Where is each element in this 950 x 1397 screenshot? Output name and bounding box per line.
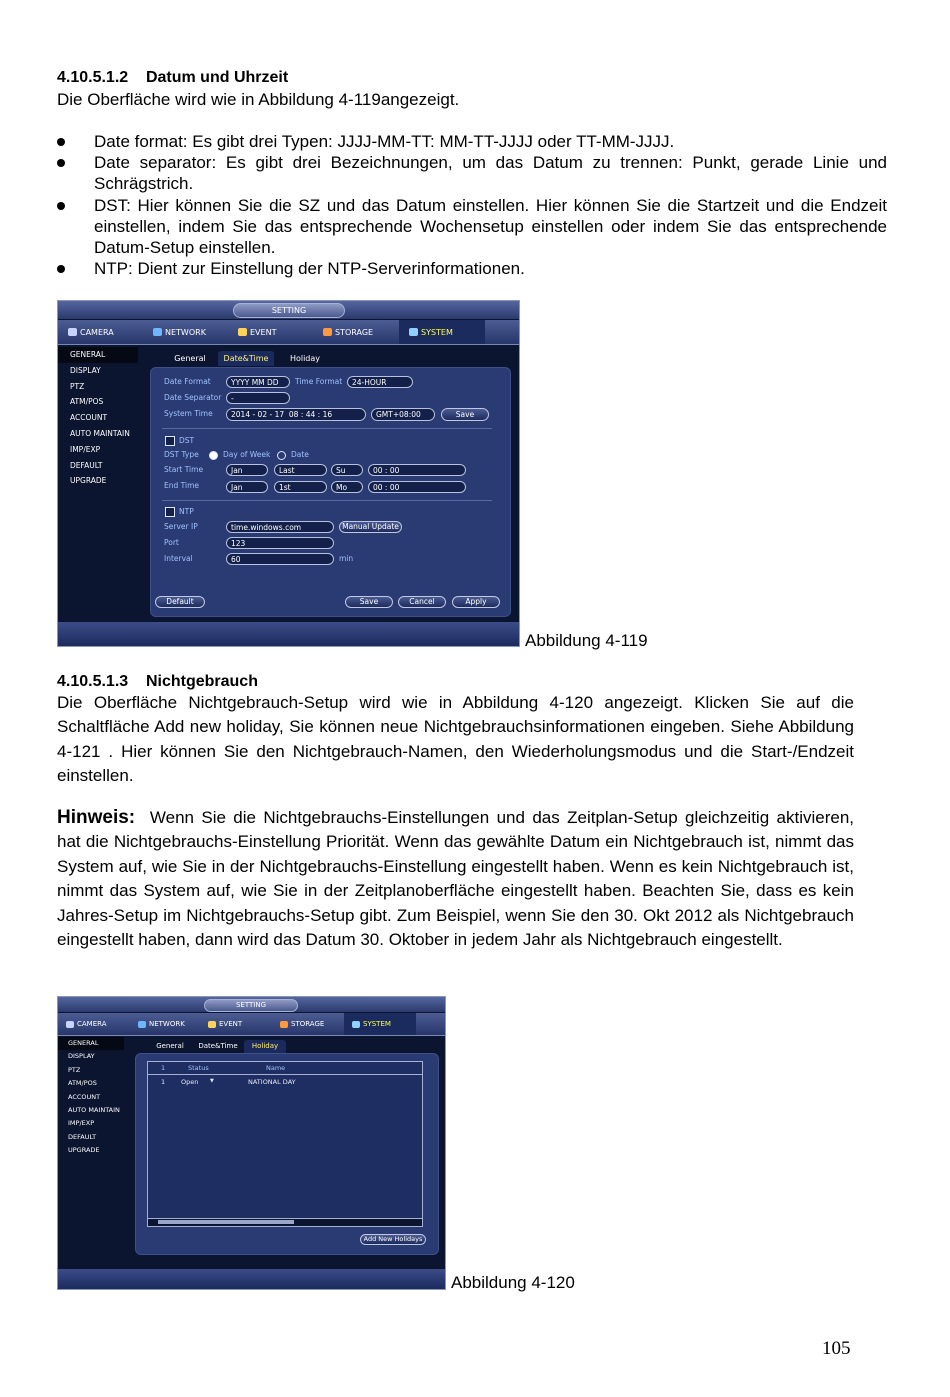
- manual-update-button[interactable]: Manual Update: [339, 521, 402, 533]
- col-name-header: Name: [266, 1064, 286, 1072]
- setting-title: SETTING: [204, 999, 298, 1012]
- sidebar-item-impexp[interactable]: IMP/EXP: [68, 1119, 95, 1128]
- bullet-dot: [57, 159, 65, 167]
- section-heading-datetime: [57, 69, 288, 87]
- dst-type-date-label: Date: [291, 450, 309, 459]
- dst-checkbox[interactable]: [165, 436, 175, 446]
- sidebar: [58, 347, 138, 489]
- table-row[interactable]: [148, 1076, 422, 1088]
- end-month-select[interactable]: Jan: [226, 481, 268, 493]
- end-day-select[interactable]: Mo: [331, 481, 363, 493]
- bottom-bar: [58, 1269, 445, 1289]
- sidebar: [58, 1037, 124, 1158]
- holiday-paragraph: Die Oberfläche Nichtgebrauch-Setup wird wie in Abbildung 4-120 angezeigt. Klicken Sie auf die Schaltfläche Add new holiday, Sie können neue Nichtgebrauchsinformationen eingeben. Siehe Abbildung 4-121 . Hier können Sie den Nichtgebrauch-Namen, den Wiederholungsmodus und die Start-/Endzeit einstellen.: [57, 693, 854, 786]
- menu-system[interactable]: SYSTEM: [344, 1013, 416, 1035]
- start-week-select[interactable]: Last: [274, 464, 327, 476]
- sidebar-item-display[interactable]: DISPLAY: [70, 365, 101, 375]
- sidebar-item-account[interactable]: ACCOUNT: [68, 1092, 101, 1101]
- system-time-label: System Time: [164, 409, 213, 418]
- figure-caption-4-120: Abbildung 4-120: [451, 1273, 575, 1292]
- sidebar-item-auto-maintain[interactable]: AUTO MAINTAIN: [70, 428, 130, 438]
- bottom-bar: [58, 622, 519, 646]
- time-format-label: Time Format: [295, 377, 343, 386]
- time-format-select[interactable]: 24-HOUR: [347, 376, 413, 388]
- port-input[interactable]: 123: [226, 537, 334, 549]
- system-clock[interactable]: 08 : 44 : 16: [288, 410, 333, 419]
- end-time-label: End Time: [164, 481, 199, 490]
- chevron-down-icon: ▼: [210, 1078, 214, 1084]
- heading-title: Datum und Uhrzeit: [145, 69, 289, 86]
- menu-event[interactable]: EVENT: [208, 1013, 274, 1035]
- bullet-date-separator: Date separator: Es gibt drei Bezeichnungen, um das Datum zu trennen: Punkt, gerade Linie und Schrägstrich.: [57, 152, 887, 194]
- port-label: Port: [164, 538, 179, 547]
- sidebar-item-ptz[interactable]: PTZ: [70, 381, 85, 391]
- camera-icon: [66, 1021, 74, 1028]
- tab-holiday[interactable]: Holiday: [289, 354, 321, 363]
- sidebar-item-default[interactable]: DEFAULT: [68, 1132, 97, 1141]
- apply-button[interactable]: Apply: [452, 596, 500, 608]
- tab-general[interactable]: General: [156, 1042, 184, 1050]
- timezone-select[interactable]: GMT+08:00: [371, 408, 435, 421]
- figure-caption-4-119: Abbildung 4-119: [525, 631, 648, 650]
- sidebar-item-account[interactable]: ACCOUNT: [70, 413, 108, 423]
- row-name: NATIONAL DAY: [248, 1078, 296, 1086]
- row-number: 1: [161, 1078, 166, 1086]
- divider: [162, 428, 492, 429]
- event-icon: [208, 1021, 216, 1028]
- heading-title: Nichtgebrauch: [145, 673, 258, 690]
- note-paragraph: [57, 806, 854, 952]
- menu-camera[interactable]: CAMERA: [66, 1013, 132, 1035]
- bullet-dot: [57, 202, 65, 210]
- cancel-button[interactable]: Cancel: [398, 596, 446, 608]
- note-text: Wenn Sie die Nichtgebrauchs-Einstellungen und das Zeitplan-Setup gleichzeitig aktivieren, hat die Nichtgebrauchs-Einstellung Priorität. Wenn das gewählte Datum ein Nichtgebrauch ist, nimmt das System auf, wie Sie in der Nichtgebrauchs-Einstellung eingestellt haben. Wenn es kein Nichtgebrauch ist, nimmt das System auf, wie Sie in der Zeitplanoberfläche eingestellt haben. Beachten Sie, dass es kein Jahres-Setup im Nichtgebrauchs-Setup gibt. Zum Beispiel, wenn Sie den 30. Okt 2012 als Nichtgebrauch eingestellt haben, dann wird das Datum 30. Oktober in jedem Jahr als Nichtgebrauch eingestellt.: [57, 808, 854, 950]
- interval-label: Interval: [164, 554, 193, 563]
- sidebar-item-impexp[interactable]: IMP/EXP: [70, 444, 101, 454]
- sidebar-item-atmpos[interactable]: ATM/POS: [70, 397, 104, 407]
- date-format-label: Date Format: [164, 377, 211, 386]
- network-icon: [138, 1021, 146, 1028]
- holiday-table: [147, 1061, 423, 1227]
- default-button[interactable]: Default: [155, 596, 205, 608]
- main-menu: [58, 1013, 445, 1036]
- page-number: 105: [822, 1338, 851, 1359]
- ntp-label: NTP: [179, 507, 194, 516]
- main-menu: [58, 320, 519, 345]
- system-time-field[interactable]: [226, 408, 366, 421]
- menu-storage[interactable]: STORAGE: [323, 320, 403, 344]
- server-ip-label: Server IP: [164, 522, 198, 531]
- dst-type-week-label: Day of Week: [223, 450, 271, 459]
- note-label: Hinweis:: [57, 807, 136, 828]
- dst-type-week-radio[interactable]: [209, 451, 218, 460]
- storage-icon: [323, 328, 332, 336]
- sidebar-item-atmpos[interactable]: ATM/POS: [68, 1079, 97, 1088]
- sidebar-item-upgrade[interactable]: UPGRADE: [68, 1146, 100, 1155]
- bullet-dot: [57, 265, 65, 273]
- system-icon: [409, 328, 418, 336]
- start-time-field[interactable]: 00 : 00: [368, 464, 466, 476]
- menu-event[interactable]: EVENT: [238, 320, 318, 344]
- server-ip-input[interactable]: time.windows.com: [226, 521, 334, 533]
- dst-type-date-radio[interactable]: [277, 451, 286, 460]
- start-month-select[interactable]: Jan: [226, 464, 268, 476]
- menu-storage[interactable]: STORAGE: [280, 1013, 346, 1035]
- event-icon: [238, 328, 247, 336]
- menu-system[interactable]: SYSTEM: [399, 320, 485, 344]
- bullet-ntp: NTP: Dient zur Einstellung der NTP-Serverinformationen.: [57, 258, 887, 279]
- end-week-select[interactable]: 1st: [274, 481, 327, 493]
- tab-holiday[interactable]: Holiday: [244, 1040, 286, 1053]
- date-separator-label: Date Separator: [164, 393, 222, 402]
- datetime-settings-screenshot: [57, 300, 520, 647]
- start-day-select[interactable]: Su: [331, 464, 363, 476]
- tab-date-time[interactable]: Date&Time: [218, 351, 274, 366]
- menu-camera[interactable]: CAMERA: [68, 320, 146, 344]
- heading-number: 4.10.5.1.2: [57, 69, 129, 86]
- sidebar-item-auto-maintain[interactable]: AUTO MAINTAIN: [68, 1106, 120, 1115]
- dst-label: DST: [179, 436, 195, 445]
- col-number-header: 1: [161, 1064, 166, 1072]
- holiday-settings-screenshot: [57, 996, 446, 1290]
- network-icon: [153, 328, 162, 336]
- save-time-button[interactable]: Save: [441, 408, 489, 421]
- sidebar-item-upgrade[interactable]: UPGRADE: [70, 476, 107, 486]
- table-header: [148, 1062, 422, 1075]
- sidebar-item-general[interactable]: GENERAL: [58, 1037, 124, 1050]
- intro-text: Die Oberfläche wird wie in Abbildung 4-119angezeigt.: [57, 90, 460, 109]
- save-button[interactable]: Save: [345, 596, 393, 608]
- horizontal-scrollbar[interactable]: [148, 1218, 422, 1226]
- date-format-select[interactable]: YYYY MM DD: [226, 376, 290, 388]
- add-new-holidays-button[interactable]: Add New Holidays: [360, 1234, 426, 1245]
- divider: [162, 500, 492, 501]
- camera-icon: [68, 328, 77, 336]
- section-heading-holiday: [57, 673, 258, 691]
- system-date[interactable]: 2014 - 02 - 17: [231, 410, 285, 419]
- system-icon: [352, 1021, 360, 1028]
- menu-network[interactable]: NETWORK: [153, 320, 233, 344]
- dst-type-label: DST Type: [164, 450, 199, 459]
- sidebar-item-general[interactable]: GENERAL: [58, 347, 138, 363]
- col-status-header: Status: [188, 1064, 209, 1072]
- sidebar-item-display[interactable]: DISPLAY: [68, 1052, 95, 1061]
- bullet-dst: DST: Hier können Sie die SZ und das Datum einstellen. Hier können Sie die Startzeit und die Endzeit einstellen, indem Sie das entsprechende Wochensetup einstellen oder indem Sie das entsprechende Datum-Setup einstellen.: [57, 195, 887, 258]
- storage-icon: [280, 1021, 288, 1028]
- menu-network[interactable]: NETWORK: [138, 1013, 204, 1035]
- interval-input[interactable]: 60: [226, 553, 334, 565]
- ntp-checkbox[interactable]: [165, 507, 175, 517]
- row-status-select[interactable]: Open: [181, 1078, 199, 1086]
- bullet-date-format: Date format: Es gibt drei Typen: JJJJ-MM-TT: MM-TT-JJJJ oder TT-MM-JJJJ.: [57, 131, 887, 152]
- end-time-field[interactable]: 00 : 00: [368, 481, 466, 493]
- date-separator-select[interactable]: -: [226, 392, 290, 404]
- scrollbar-thumb[interactable]: [158, 1220, 294, 1224]
- tab-general[interactable]: General: [174, 354, 206, 363]
- bullet-dot: [57, 138, 65, 146]
- setting-title: SETTING: [233, 303, 345, 318]
- start-time-label: Start Time: [164, 465, 204, 474]
- tab-date-time[interactable]: Date&Time: [198, 1042, 238, 1050]
- sidebar-item-ptz[interactable]: PTZ: [68, 1065, 81, 1074]
- sidebar-item-default[interactable]: DEFAULT: [70, 460, 103, 470]
- heading-number: 4.10.5.1.3: [57, 673, 129, 690]
- interval-unit: min: [339, 554, 354, 563]
